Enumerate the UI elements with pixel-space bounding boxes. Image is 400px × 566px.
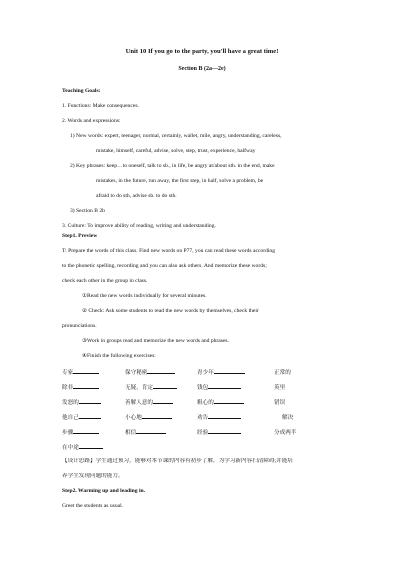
- vocab-item: 除非: [62, 383, 99, 391]
- vocab-item: 保守秘密: [125, 368, 175, 376]
- step1-para-1: T: Prepare the words of this class. Find new words on P77, you can read these words according: [62, 248, 276, 254]
- vocab-item: 粗心的: [197, 398, 244, 406]
- vocab-item: 他自己: [62, 413, 101, 421]
- vocab-item: 发怒的: [62, 398, 101, 406]
- step1-item-3: ③Work in groups read and memorize the new words and phrases.: [82, 338, 230, 344]
- teaching-goals-heading: Teaching Goals:: [62, 88, 101, 94]
- vocab-item: 错误: [274, 400, 286, 406]
- vocab-row: [62, 368, 342, 376]
- goal-section: 3) Section B 2b: [70, 208, 105, 214]
- key-phrases-line-2: mistakes, in the future, run away, the first step, in half, solve a problem, be: [96, 178, 264, 184]
- vocab-item: 步骤: [62, 428, 99, 436]
- vocab-item: 英里: [274, 385, 286, 391]
- vocab-item: 分成两半: [274, 430, 297, 436]
- goal-words: 2. Words and expressions:: [62, 118, 121, 124]
- step1-para-2: to the phonetic spelling, recording and you can also ask others. And memorize these words;: [62, 263, 267, 269]
- vocab-item: 善解人意的: [125, 398, 173, 406]
- design-note-line-2: 养学生发现问题的能力。: [62, 473, 124, 479]
- vocab-item: 钱包: [197, 383, 241, 391]
- step2-heading: Step2. Warming up and leading in.: [62, 488, 146, 494]
- page-title: Unit 10 If you go to the party, you'll have a great time!: [125, 48, 279, 55]
- vocab-item: 正常的: [274, 370, 291, 376]
- vocab-item: 在中途: [62, 443, 103, 451]
- key-phrases-line-3: afraid to do sth, advise sb. to do sth.: [96, 193, 177, 199]
- key-phrases-line-1: 2) Key phrases: keep…to oneself, talk to sb., in life, be angry at/about sth. in the end, make: [70, 163, 275, 169]
- vocab-row: [62, 383, 342, 391]
- vocab-row: [62, 443, 342, 451]
- new-words-line-2: mistake, himself, careful, advise, solve, step, trust, experience, halfway: [96, 148, 256, 154]
- step1-item-4: ④Finish the following exercises:: [82, 353, 156, 359]
- page-subtitle: Section B (2a—2e): [178, 66, 226, 72]
- design-note-line-1: 【设计思路】学生通过预习，能够对本节课的内容有初步了解，为学习新内容扫清障碍;并能培: [62, 458, 293, 464]
- vocab-row: [62, 428, 342, 436]
- vocab-item: 专家: [62, 368, 99, 376]
- step1-item-2: ② Check: Ask some students to read the new words by themselves, check their: [82, 308, 259, 314]
- step1-item-2-cont: pronunciations.: [62, 323, 97, 329]
- vocab-item: 劝告: [197, 413, 241, 421]
- vocab-item: 解决: [282, 415, 294, 421]
- goal-culture: 3. Culture: To improve ability of reading, writing and understanding.: [62, 223, 216, 229]
- vocab-item: 青少年: [197, 368, 245, 376]
- vocab-row: [62, 413, 342, 421]
- step2-text: Greet the students as usual.: [62, 503, 124, 509]
- step1-para-3: check each other in the group in class.: [62, 278, 148, 284]
- new-words-line-1: 1) New words: expert, teenager, normal, certainly, wallet, mile, angry, understanding, careless,: [70, 133, 282, 139]
- vocab-item: 相信: [125, 428, 166, 436]
- vocab-item: 小心地: [125, 413, 172, 421]
- step1-heading: Step1. Preview: [62, 233, 98, 239]
- goal-functions: 1. Functions: Make consequences.: [62, 103, 139, 109]
- vocab-row: [62, 398, 342, 406]
- vocab-item: 无疑，肯定: [125, 383, 177, 391]
- step1-item-1: ①Read the new words individually for several minutes.: [82, 293, 207, 299]
- vocab-item: 经验: [197, 428, 241, 436]
